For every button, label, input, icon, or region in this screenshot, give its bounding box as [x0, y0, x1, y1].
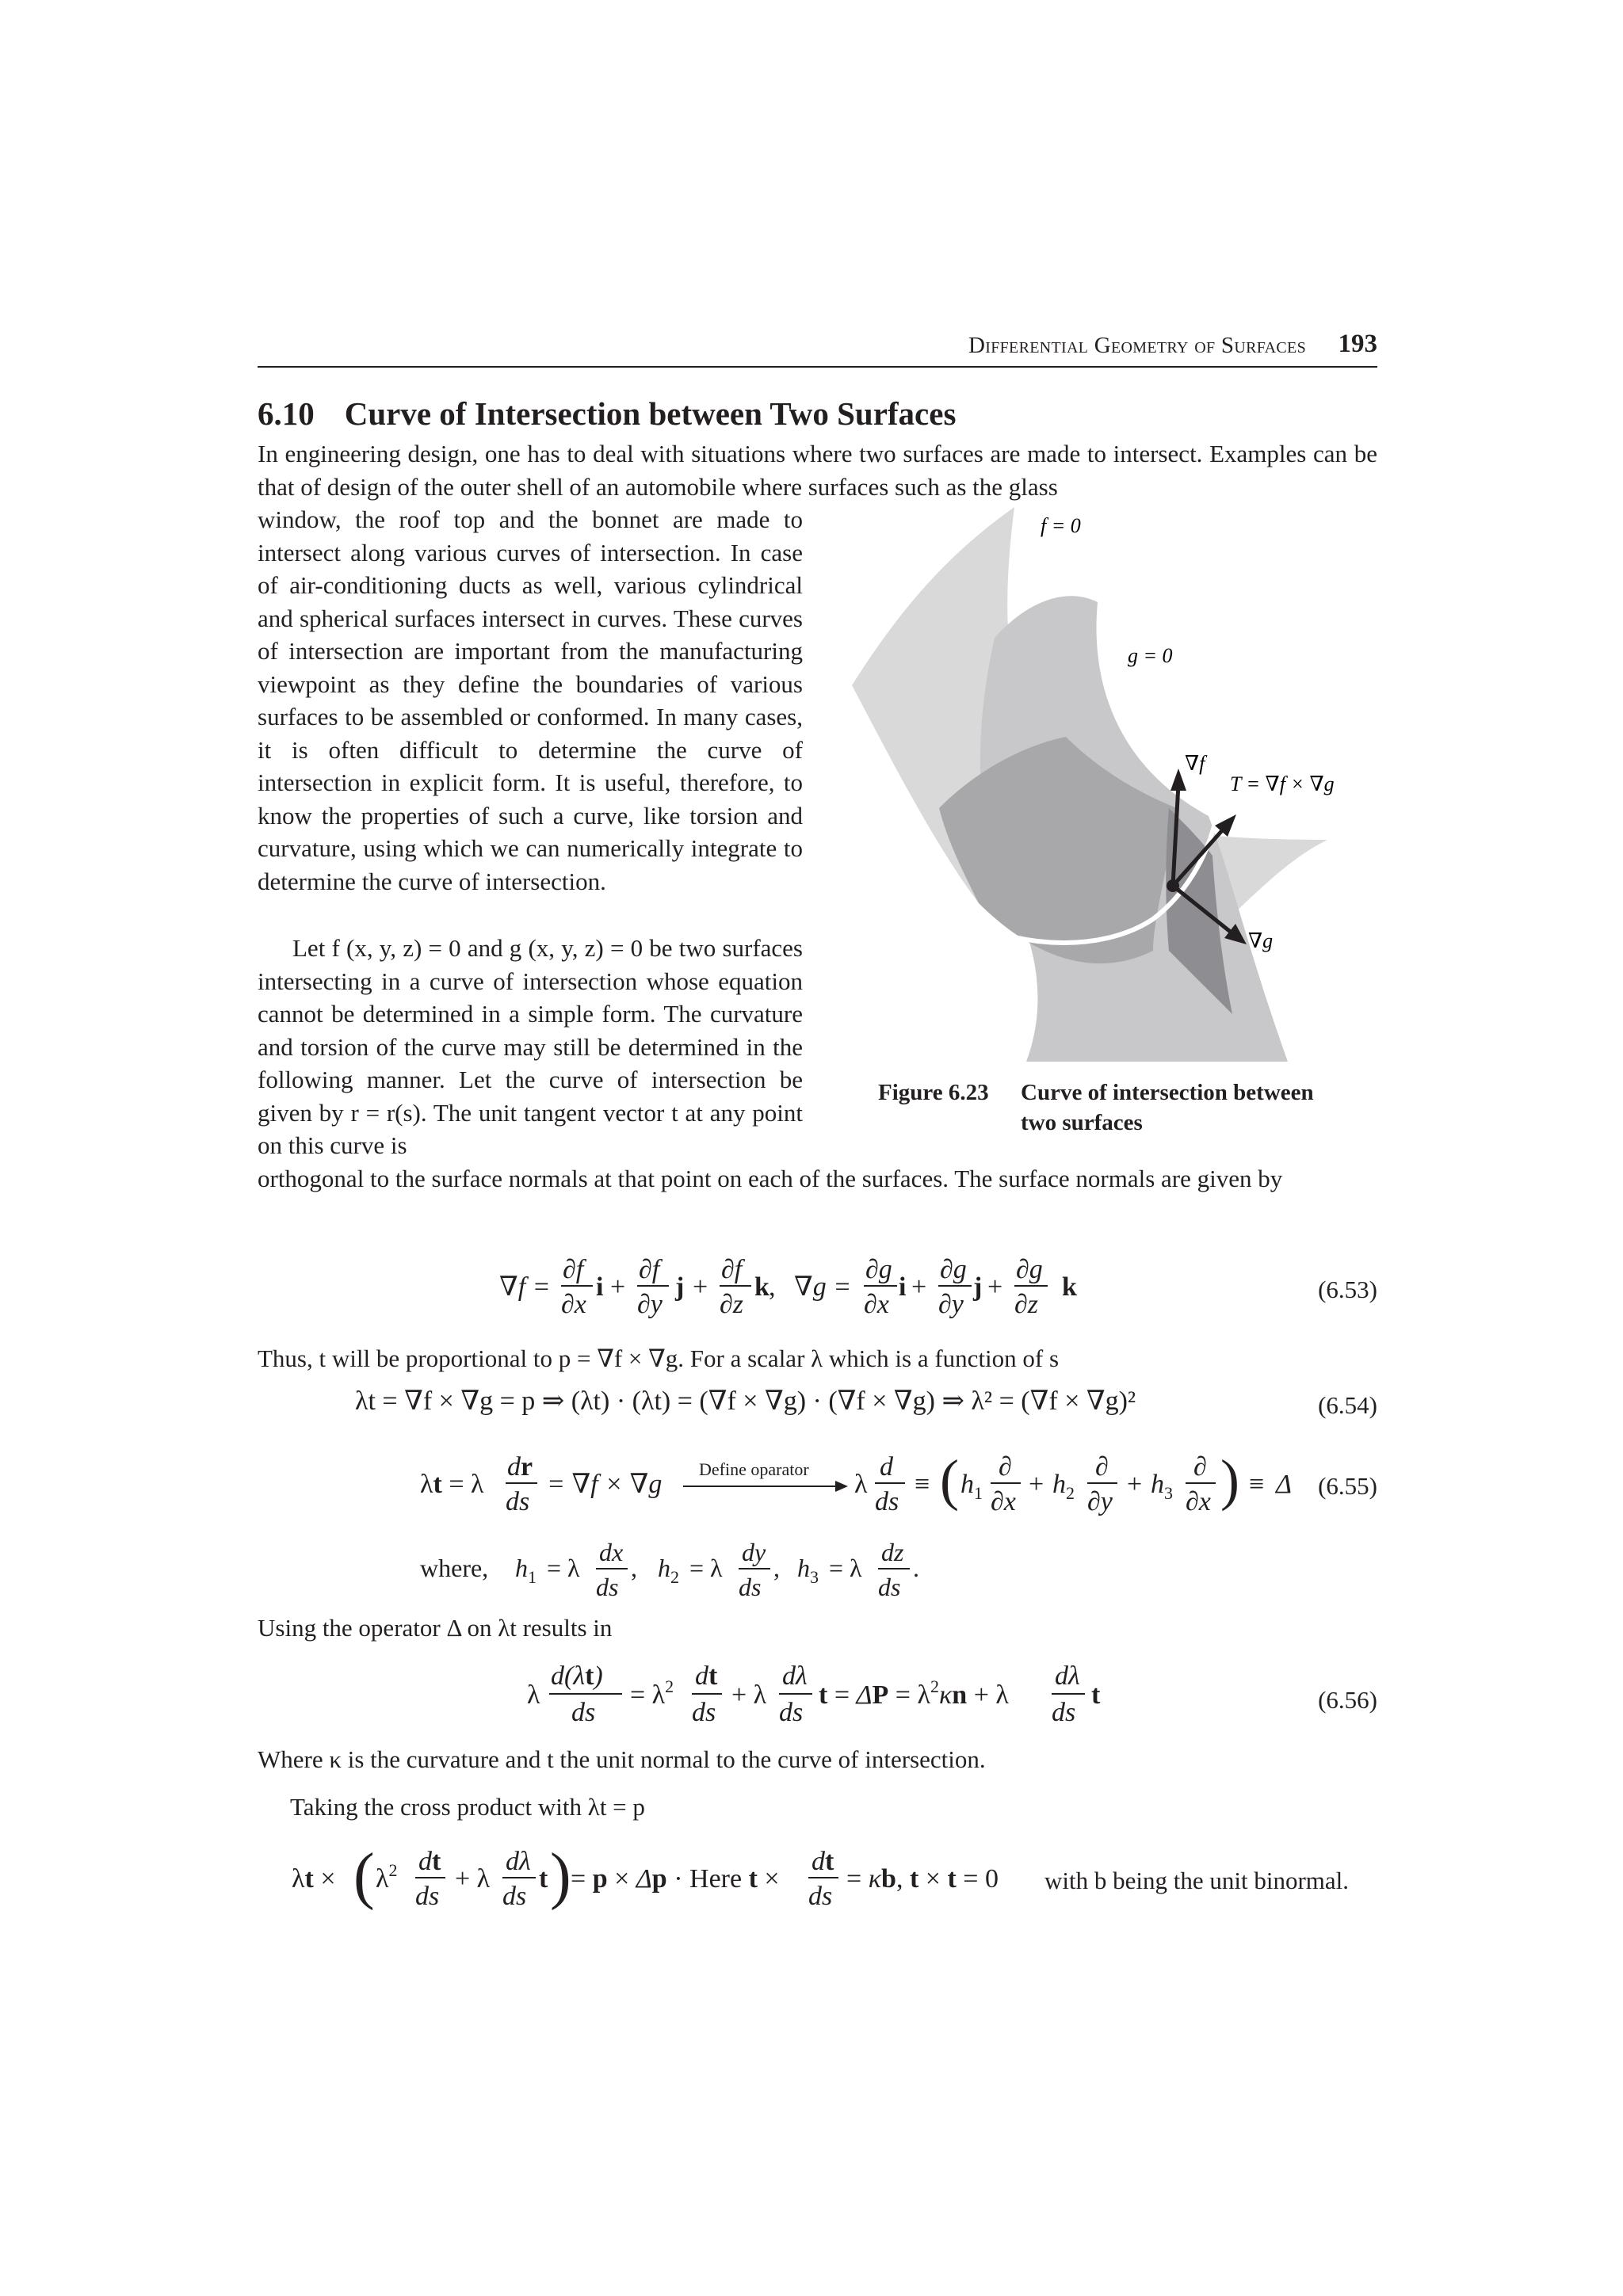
equation-6-54: λt = ∇f × ∇g = p ⇒ (λt) · (λt) = (∇f × ∇g) · (∇f × ∇g) ⇒ λ² = (∇f × ∇g)²	[355, 1386, 1136, 1416]
svg-text:+: +	[610, 1272, 626, 1302]
thus-paragraph: Thus, t will be proportional to p = ∇f × ∇g. For a scalar λ which is a function of s	[258, 1344, 1060, 1372]
svg-text:d: d	[880, 1452, 893, 1482]
svg-text:t = ΔP = λ2κn + λ: $t = \Delta P = \lambda^2\kappa n + \lambda$	[819, 1676, 1009, 1710]
final-equation-tail: with b being the unit binormal.	[1044, 1867, 1350, 1894]
running-title: Differential Geometry of Surfaces	[968, 333, 1306, 358]
let-paragraph: Let f (x, y, z) = 0 and g (x, y, z) = 0 be two surfaces intersecting in a curve of intersection whose equation cannot be determined in a simple form. The curvature and torsion of the curve may still be determined in the following manner. Let the curve of intersection be given by r = r(s). The unit tangent vector t at any point on this curve is	[258, 934, 803, 1159]
svg-text:,: ,	[773, 1554, 780, 1582]
svg-text:+: +	[987, 1272, 1003, 1302]
svg-text:ds: ds	[878, 1573, 901, 1601]
svg-text:h2: $h_2$	[658, 1554, 679, 1587]
svg-text:= λ: = λ	[547, 1554, 580, 1582]
svg-text:≡: ≡	[1249, 1470, 1265, 1499]
svg-text:j: j	[675, 1272, 685, 1302]
svg-text:+: +	[1029, 1470, 1044, 1499]
svg-text:k: k	[754, 1272, 769, 1302]
svg-text:∂x: ∂x	[561, 1290, 586, 1319]
svg-text:λt ×: λt ×	[292, 1864, 336, 1894]
svg-text:.: .	[913, 1554, 919, 1582]
svg-text:ds: ds	[875, 1487, 899, 1516]
figure-caption	[878, 1077, 1385, 1138]
svg-text:∂x: ∂x	[1186, 1487, 1211, 1516]
equation-number-6-56: (6.56)	[1318, 1686, 1377, 1714]
svg-text:dλ: dλ	[782, 1661, 808, 1691]
svg-text:≡: ≡	[915, 1470, 930, 1499]
svg-text:dλ: dλ	[506, 1847, 531, 1876]
svg-text:= λ: = λ	[689, 1554, 723, 1582]
intro-paragraph: In engineering design, one has to deal with situations where two surfaces are made to intersect. Examples can be that of design of the outer shell of an automobile where surfaces such as the glass	[258, 440, 1377, 501]
svg-text:ds: ds	[739, 1573, 762, 1601]
svg-text:h3: $h_3$	[797, 1554, 819, 1587]
svg-text:= ∇f × ∇g: = ∇f × ∇g	[547, 1470, 663, 1499]
section-title: Curve of Intersection between Two Surfaces	[344, 395, 957, 432]
equation-6-55	[420, 1442, 1316, 1529]
running-header	[258, 331, 1377, 368]
equation-6-53	[499, 1248, 1149, 1327]
svg-text:dz: dz	[881, 1538, 904, 1566]
label-f0: f = 0	[1041, 514, 1081, 537]
svg-text:(: (	[940, 1448, 959, 1512]
caption-label: Figure 6.23	[878, 1080, 989, 1105]
where-kappa-paragraph: Where κ is the curvature and t the unit normal to the curve of intersection.	[258, 1745, 986, 1773]
svg-text:dt: dt	[418, 1847, 441, 1876]
svg-text:h1: $h_1$	[515, 1554, 537, 1587]
svg-text:+ λ: + λ	[731, 1680, 767, 1710]
svg-text:,: ,	[631, 1554, 637, 1582]
equation-final	[292, 1836, 1132, 1924]
svg-text:ds: ds	[502, 1882, 527, 1911]
svg-text:∂f: ∂f	[639, 1255, 660, 1284]
svg-text:∂x: ∂x	[864, 1290, 889, 1319]
svg-text:ds: ds	[596, 1573, 619, 1601]
where-lead: where,	[420, 1554, 489, 1582]
equation-number-6-54: (6.54)	[1318, 1391, 1377, 1419]
svg-text:h3: $h_3$	[1151, 1470, 1173, 1503]
svg-text:∂f: ∂f	[563, 1255, 584, 1284]
svg-text:= λ: = λ	[829, 1554, 862, 1582]
equation-where-h	[420, 1537, 959, 1608]
svg-text:ds: ds	[415, 1882, 440, 1911]
svg-text:d(λt): d(λt)	[551, 1661, 603, 1691]
svg-text:j: j	[973, 1272, 983, 1302]
svg-text:∂: ∂	[1095, 1452, 1109, 1482]
arrow-label: Define oparator	[699, 1459, 809, 1479]
svg-text:+ λ: + λ	[455, 1864, 491, 1894]
figure-svg	[852, 507, 1351, 1077]
svg-text:+: +	[1127, 1470, 1143, 1499]
label-gradf: ∇f	[1185, 752, 1205, 775]
svg-text:ds: ds	[506, 1487, 530, 1516]
svg-text:∇f =: ∇f =	[499, 1272, 551, 1302]
svg-text:dy: dy	[742, 1538, 766, 1566]
svg-text:): )	[550, 1841, 571, 1911]
svg-text:+: +	[911, 1272, 927, 1302]
equation-number-6-53: (6.53)	[1318, 1276, 1377, 1303]
figure-intersection	[852, 507, 1351, 1077]
svg-text:∇g =: ∇g =	[794, 1272, 852, 1302]
caption-text: Curve of intersection between two surfaces	[1021, 1080, 1314, 1135]
svg-text:ds: ds	[692, 1698, 716, 1727]
svg-text:∂x: ∂x	[991, 1487, 1016, 1516]
orthogonal-paragraph: orthogonal to the surface normals at that point on each of the surfaces. The surface normals are given by	[258, 1165, 1283, 1192]
svg-text:λ: λ	[527, 1680, 540, 1710]
svg-text:): )	[1220, 1448, 1239, 1512]
label-gradg: ∇g	[1248, 929, 1274, 952]
svg-text:,: ,	[769, 1272, 776, 1302]
svg-text:ds: ds	[1052, 1698, 1076, 1727]
svg-text:= κb, t × t = 0: = κb, t × t = 0	[846, 1864, 999, 1894]
svg-text:ds: ds	[779, 1698, 804, 1727]
svg-text:+: +	[693, 1272, 708, 1302]
svg-text:∂y: ∂y	[637, 1290, 663, 1319]
label-T: T = ∇f × ∇g	[1230, 772, 1335, 795]
svg-text:h1: $h_1$	[960, 1470, 983, 1503]
svg-text:i: i	[596, 1272, 604, 1302]
equation-number-6-55: (6.55)	[1318, 1472, 1377, 1500]
svg-text:∂y: ∂y	[938, 1290, 964, 1319]
svg-text:dr: dr	[507, 1452, 533, 1482]
svg-text:λt = λ: λt = λ	[420, 1470, 484, 1499]
section-number: 6.10	[258, 395, 315, 432]
svg-text:∂f: ∂f	[721, 1255, 743, 1284]
svg-text:dx: dx	[599, 1538, 624, 1566]
svg-text:t: t	[539, 1864, 548, 1894]
svg-text:dt: dt	[812, 1847, 834, 1876]
taking-paragraph: Taking the cross product with λt = p	[290, 1793, 645, 1821]
equation-6-56	[527, 1656, 1129, 1735]
svg-text:= λ2: = $\lambda^2$	[630, 1676, 674, 1710]
label-g0: g = 0	[1128, 644, 1173, 667]
svg-text:dλ: dλ	[1055, 1661, 1080, 1691]
svg-text:Δ: Δ	[1276, 1470, 1292, 1499]
svg-text:ds: ds	[571, 1698, 596, 1727]
svg-text:∂y: ∂y	[1087, 1487, 1113, 1516]
svg-text:t: t	[1091, 1680, 1101, 1710]
svg-text:∂: ∂	[1193, 1452, 1207, 1482]
svg-text:∂g: ∂g	[865, 1255, 892, 1284]
svg-text:∂z: ∂z	[720, 1290, 744, 1319]
svg-text:i: i	[899, 1272, 907, 1302]
svg-text:∂: ∂	[999, 1452, 1012, 1482]
svg-text:∂z: ∂z	[1014, 1290, 1039, 1319]
svg-text:k: k	[1062, 1272, 1077, 1302]
svg-text:= p × Δp · Here t ×: = p × Δp · Here t ×	[571, 1864, 780, 1894]
using-paragraph: Using the operator Δ on λt results in	[258, 1614, 613, 1642]
svg-text:(: (	[353, 1841, 375, 1911]
svg-text:λ2: $\lambda^2$	[376, 1860, 398, 1894]
svg-text:∂g: ∂g	[940, 1255, 967, 1284]
svg-text:λ: λ	[854, 1470, 868, 1499]
svg-text:dt: dt	[695, 1661, 718, 1691]
svg-text:∂g: ∂g	[1016, 1255, 1043, 1284]
svg-text:ds: ds	[808, 1882, 833, 1911]
svg-text:h2: $h_2$	[1052, 1470, 1075, 1503]
intro-column-paragraph: window, the roof top and the bonnet are made to intersect along various curves of intersection. In case of air-conditioning ducts as well, various cylindrical and spherical surfaces intersect in curves. These curves of intersection are important from the manufacturing viewpoint as they define the boundaries of various surfaces to be assembled or conformed. In many cases, it is often difficult to determine the curve of intersection in explicit form. It is useful, therefore, to know the properties of such a curve, like torsion and curvature, using which we can numerically integrate to determine the curve of intersection.	[258, 505, 803, 895]
section-heading	[258, 395, 956, 433]
page-number: 193	[1338, 330, 1377, 358]
